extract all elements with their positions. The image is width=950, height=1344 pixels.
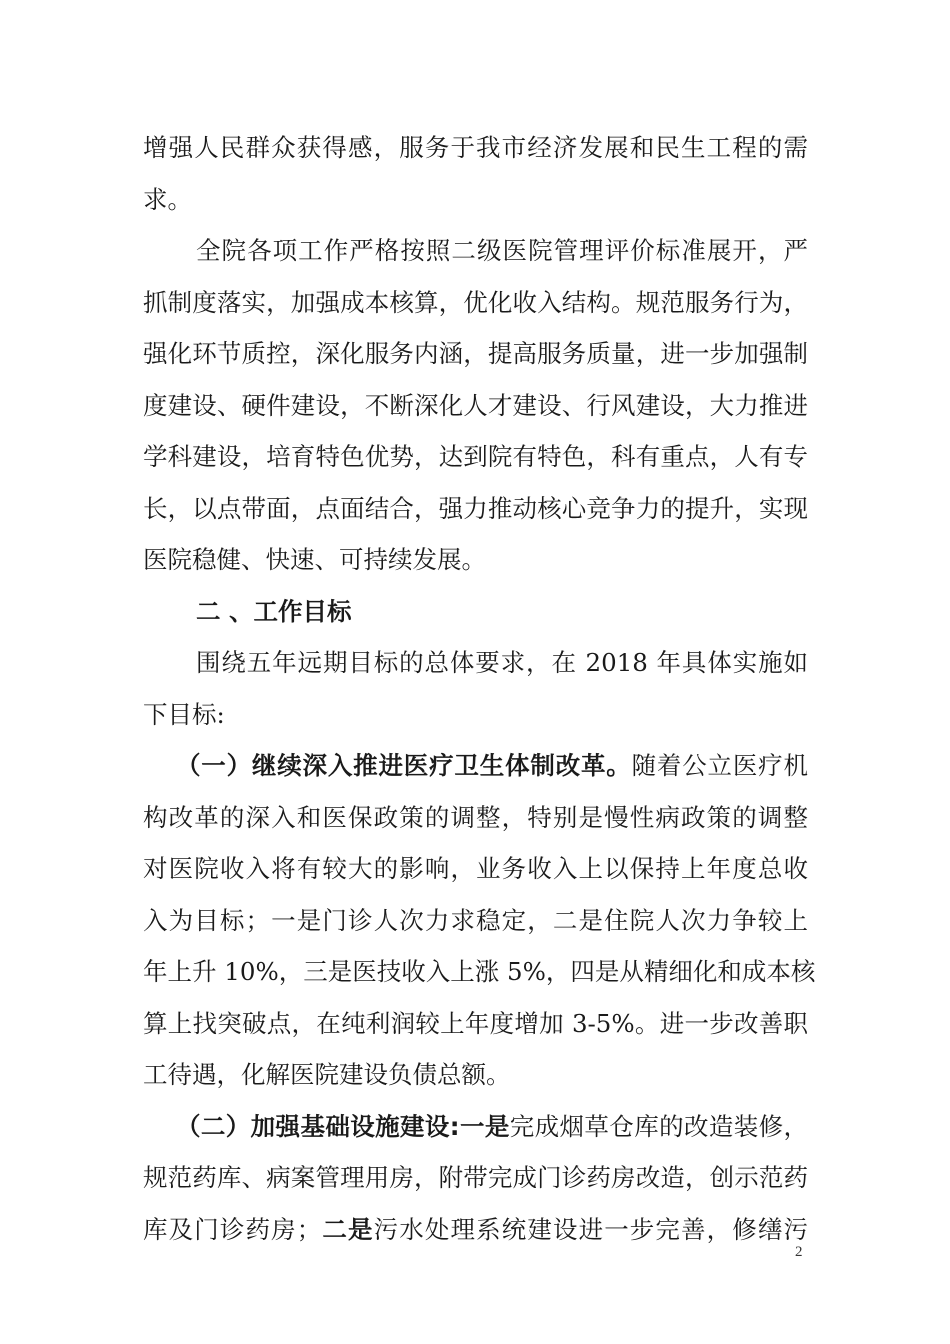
item-title: （二）加强基础设施建设: xyxy=(176,1112,460,1141)
paragraph-line: 规范药库、病案管理用房，附带完成门诊药房改造，创示范药 xyxy=(143,1163,808,1192)
item-text: 库及门诊药房； xyxy=(143,1215,322,1244)
item-title: （一）继续深入推进医疗卫生体制改革。 xyxy=(176,751,632,780)
paragraph-line: 下目标: xyxy=(143,700,225,729)
item-heading-line xyxy=(176,746,808,786)
paragraph-line: 增强人民群众获得感，服务于我市经济发展和民生工程的需 xyxy=(143,133,808,162)
paragraph-line: 学科建设，培育特色优势，达到院有特色，科有重点，人有专 xyxy=(143,442,808,471)
paragraph-line: 入为目标；一是门诊人次力求稳定，二是住院人次力争较上 xyxy=(143,906,808,935)
paragraph-line xyxy=(143,1210,808,1250)
paragraph-line: 强化环节质控，深化服务内涵，提高服务质量，进一步加强制 xyxy=(143,339,808,368)
paragraph-line: 度建设、硬件建设，不断深化人才建设、行风建设，大力推进 xyxy=(143,391,808,420)
paragraph-line: 构改革的深入和医保政策的调整，特别是慢性病政策的调整 xyxy=(143,803,808,832)
paragraph-line: 求。 xyxy=(143,185,192,214)
paragraph-line: 工待遇，化解医院建设负债总额。 xyxy=(143,1060,511,1089)
section-heading: 二 、工作目标 xyxy=(196,597,352,626)
paragraph-line: 年上升 10%，三是医技收入上涨 5%，四是从精细化和成本核 xyxy=(143,957,816,986)
item-heading-line xyxy=(176,1107,808,1147)
item-marker: 二是 xyxy=(321,1215,374,1244)
item-text: 完成烟草仓库的改造装修， xyxy=(509,1112,809,1141)
paragraph-line: 抓制度落实，加强成本核算，优化收入结构。规范服务行为， xyxy=(143,288,808,317)
paragraph-line: 长，以点带面，点面结合，强力推动核心竞争力的提升，实现 xyxy=(143,494,808,523)
paragraph-line: 对医院收入将有较大的影响，业务收入上以保持上年度总收 xyxy=(143,854,808,883)
paragraph-line: 医院稳健、快速、可持续发展。 xyxy=(143,545,486,574)
paragraph-line: 全院各项工作严格按照二级医院管理评价标准展开，严 xyxy=(196,236,808,265)
item-text: 随着公立医疗机 xyxy=(631,751,808,780)
item-text: 污水处理系统建设进一步完善，修缮污 xyxy=(373,1215,809,1244)
paragraph-line: 围绕五年远期目标的总体要求，在 2018 年具体实施如 xyxy=(196,648,808,677)
item-marker: 一是 xyxy=(459,1112,510,1141)
paragraph-line: 算上找突破点，在纯利润较上年度增加 3-5%。进一步改善职 xyxy=(143,1009,808,1038)
page-number: 2 xyxy=(795,1244,803,1260)
